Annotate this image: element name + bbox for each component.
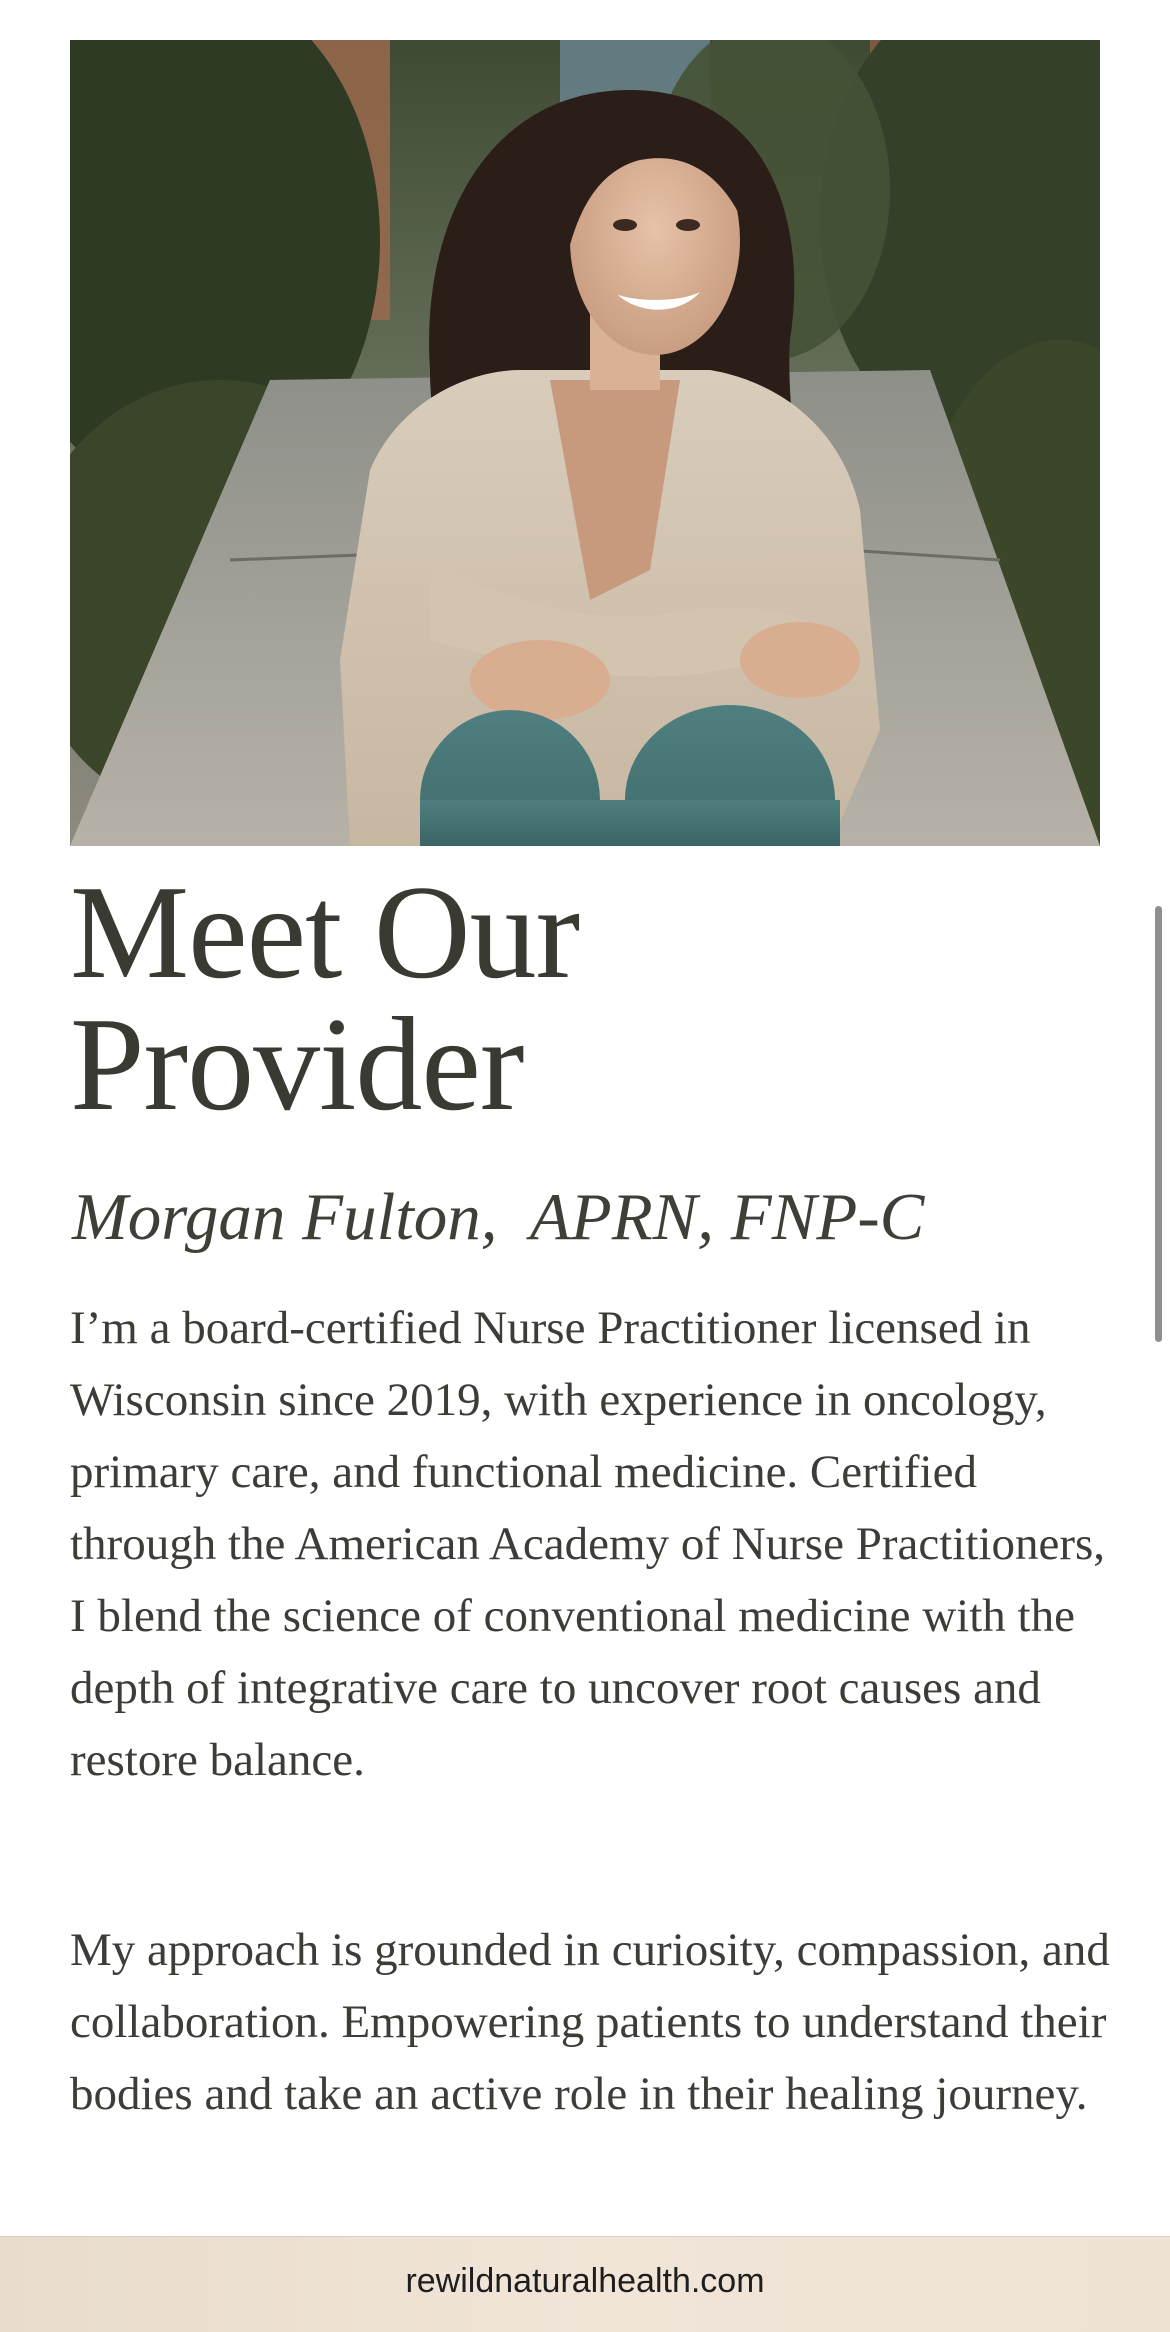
page-title-line-2: Provider	[70, 990, 524, 1138]
bio-paragraph-1: I’m a board-certified Nurse Practitioner licensed in Wisconsin since 2019, with experience in oncology, primary care, and functional medicine. Certified through the American Academy of Nurse Practitioners, I blend the science of conventional medicine with the depth of integrative care to uncover root causes and restore balance.	[70, 1302, 1106, 1786]
provider-photo	[70, 40, 1100, 846]
browser-url-bar[interactable]	[0, 2236, 1170, 2332]
page-title-line-1: Meet Our	[70, 858, 580, 1006]
bio-paragraph-2: My approach is grounded in curiosity, compassion, and collaboration. Empowering patients to understand their bodies and take an active role in their healing journey.	[70, 1924, 1110, 2120]
vertical-scrollbar[interactable]	[1155, 906, 1162, 1342]
url-text[interactable]: rewildnaturalhealth.com	[405, 2262, 765, 2300]
provider-portrait-image	[70, 40, 1100, 846]
page-title	[70, 858, 580, 1138]
provider-name-credentials: Morgan Fulton, APRN, FNP-C	[72, 1180, 925, 1254]
